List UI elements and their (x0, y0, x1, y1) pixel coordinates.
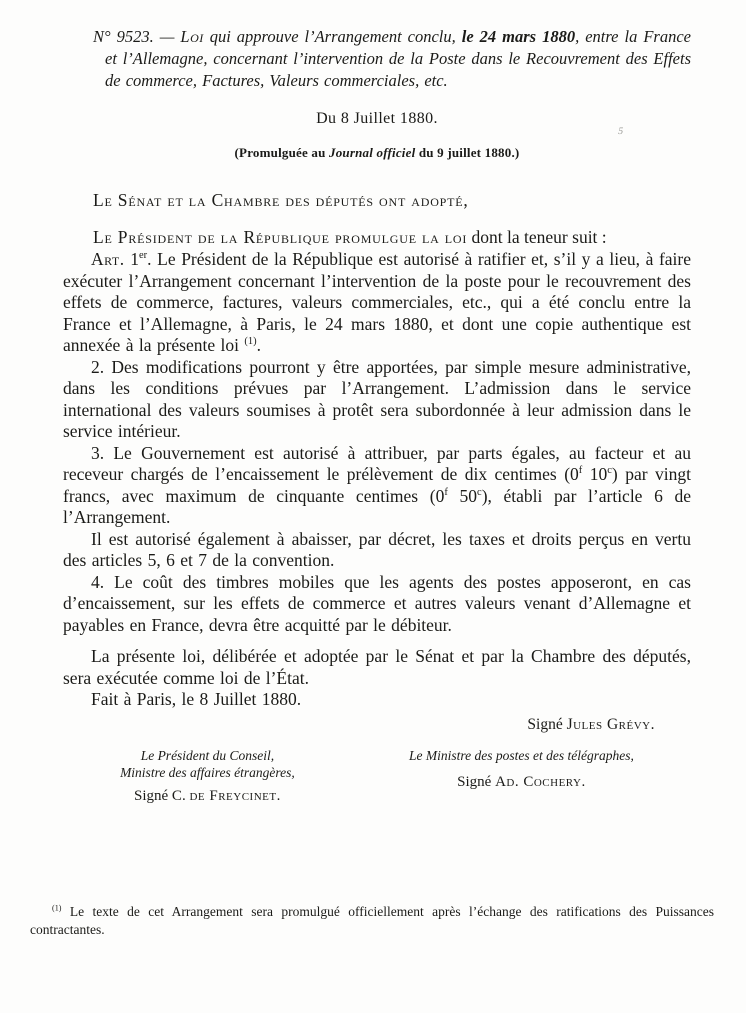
article-3-taxes-paragraph: Il est autorisé également à abaisser, par décret, les taxes et droits perçus en vertu des articles 5, 6 et 7 de la convention. (63, 528, 691, 570)
law-heading: N° 9523. — Loi qui approuve l’Arrangement conclu, le 24 mars 1880, entre la France et l’Allemagne, concernant l’intervention de la Poste dans le Recouvrement des Effets de commerce, Factures, Valeurs commerciales, etc. (93, 27, 691, 90)
signature-cochery: Signé Ad. Cochery. (457, 773, 586, 790)
closing-paragraph: La présente loi, délibérée et adoptée par le Sénat et par la Chambre des députés, sera exécutée comme loi de l’État. (63, 646, 691, 688)
article-2: 2. Des modifications pourront y être apportées, par simple mesure administrative, dans les conditions prévues par l’Arrangement. L’admission dans le service international des valeurs soumises à protêt sera subordonnée à leur admission dans le service intérieur. (63, 356, 691, 441)
signature-grevy: Signé Jules Grévy. (527, 715, 655, 733)
article-1: Art. 1er. Le Président de la République est autorisé à ratifier et, s’il y a lieu, à faire exécuter l’Arrangement concernant l’intervention de la poste pour le recouvrement des effets de commerce, factures, valeurs commerciales, etc., qui a été conclu entre la France et l’Allemagne, à Paris, le 24 mars 1880, et dont une copie authentique est annexée à la présente loi $^{(1)}$. (63, 249, 692, 355)
counter-signatures (63, 747, 691, 805)
article-4: 4. Le coût des timbres mobiles que les agents des postes apposeront, en cas d’encaissement, sur les effets de commerce et autres valeurs venant d’Allemagne et payables en France, devra être acquitté par le débiteur. (63, 571, 691, 635)
president-promulgation-line: Le Président de la République promulgue la loi dont la teneur suit : (93, 227, 607, 247)
promulgation-note: (Promulguée au Journal officiel du 9 juillet 1880.) (234, 145, 520, 160)
page-content (63, 26, 691, 805)
article-3: 3. Le Gouvernement est autorisé à attribuer, par parts égales, au facteur et au receveur chargés de l’encaissement le prélèvement de dix centimes (0$^f$ 10$^c$) par vingt francs, avec maximum de cinquante centimes (0$^f$ 50$^c$), établi par l’article 6 de l’Arrangement. (63, 442, 692, 527)
signer-role-line-2: Ministre des affaires étrangères, (120, 764, 295, 780)
signer-role-line: Le Ministre des postes et des télégraphes, (409, 747, 634, 763)
senate-adoption-line: Le Sénat et la Chambre des députés ont adopté, (93, 190, 469, 210)
signature-block-freycinet (63, 747, 352, 805)
footnote: $^{(1)}$ Le texte de cet Arrangement sera promulgué officiellement après l’échange des ratifications des Puissances contractantes. (30, 903, 714, 937)
closing-block (63, 646, 691, 734)
signature-freycinet: Signé C. de Freycinet. (134, 787, 281, 804)
law-body (63, 249, 691, 636)
signature-block-cochery (352, 747, 691, 805)
date-line: Du 8 Juillet 1880. (316, 110, 438, 127)
scan-speck: 5 (616, 126, 625, 137)
place-date-line: Fait à Paris, le 8 Juillet 1880. (91, 689, 302, 709)
signer-role-line-1: Le Président du Conseil, (140, 747, 275, 763)
